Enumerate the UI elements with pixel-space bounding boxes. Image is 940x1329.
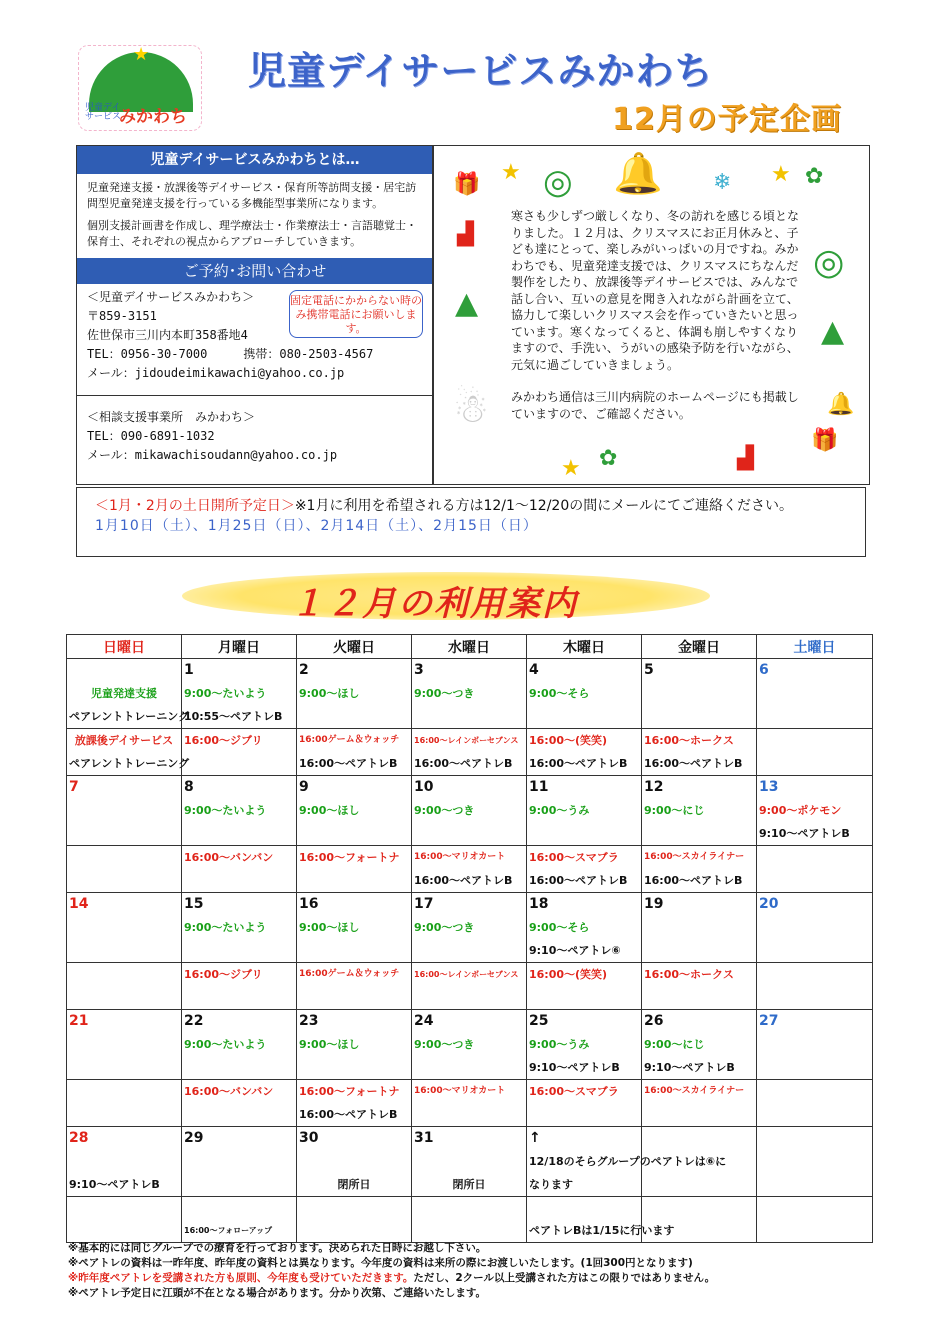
calendar-cell: 9:00～そら xyxy=(527,916,642,939)
calendar-cell: 16:00～レインボーセブンス xyxy=(412,729,527,753)
calendar-date: 4 xyxy=(527,659,642,683)
gift-icon: 🎁 xyxy=(811,428,839,453)
tree-icon: ▲ xyxy=(455,286,479,321)
calendar-cell xyxy=(527,986,642,1009)
calendar-cell: 9:00～そら xyxy=(527,682,642,705)
calendar-cell: 12/18のそらグループのペアトレは⑥に xyxy=(527,1150,642,1173)
weekday-header: 木曜日 xyxy=(527,635,642,659)
date-row xyxy=(67,1126,873,1150)
logo xyxy=(78,45,202,131)
calendar-cell xyxy=(757,1033,873,1056)
calendar-cell xyxy=(757,1103,873,1127)
calendar-cell: 9:00～つき xyxy=(412,682,527,705)
banner-title: １２月の利用案内 xyxy=(290,584,578,624)
calendar-date: 10 xyxy=(412,776,527,800)
calendar-cell xyxy=(757,729,873,753)
calendar-cell: 16:00～ペアトレB xyxy=(297,1103,412,1127)
schedule-row xyxy=(67,1173,873,1197)
schedule-row xyxy=(67,1079,873,1103)
calendar-date: 12 xyxy=(642,776,757,800)
calendar-cell xyxy=(67,986,182,1009)
calendar-date: 20 xyxy=(757,893,873,917)
calendar-cell: 16:00～マリオカート xyxy=(412,846,527,870)
calendar-cell xyxy=(527,1196,642,1219)
schedule-row xyxy=(67,705,873,729)
calendar-date: 21 xyxy=(67,1009,182,1033)
calendar-cell xyxy=(67,1103,182,1127)
page-title: 児童デイサービスみかわち xyxy=(248,49,714,93)
calendar-cell: 16:00～ペアトレB xyxy=(527,752,642,776)
calendar-cell: 16:00～ペアトレB xyxy=(412,752,527,776)
calendar-cell: 9:00～ほし xyxy=(297,682,412,705)
schedule-row xyxy=(67,986,873,1009)
calendar-cell: 9:00～たいよう xyxy=(182,916,297,939)
calendar-cell xyxy=(412,1219,527,1243)
weekend-dates: 1月10日（土）、1月25日（日）、2月14日（土）、2月15日（日） xyxy=(95,518,538,534)
calendar-date: 8 xyxy=(182,776,297,800)
weekday-header: 火曜日 xyxy=(297,635,412,659)
calendar-cell xyxy=(412,986,527,1009)
page-subtitle: 12月の予定企画 xyxy=(612,102,842,137)
calendar-cell xyxy=(297,939,412,963)
calendar-date: 3 xyxy=(412,659,527,683)
holly-icon: ✿ xyxy=(599,446,618,471)
contact2-mail[interactable]: メール：mikawachisoudann@yahoo.co.jp xyxy=(87,448,338,462)
weekday-header: 日曜日 xyxy=(67,635,182,659)
footer-notes xyxy=(68,1241,715,1301)
calendar-cell: 9:00～たいよう xyxy=(182,1033,297,1056)
tree-icon: ▲ xyxy=(821,314,845,349)
calendar-cell xyxy=(642,939,757,963)
calendar-cell xyxy=(642,1173,757,1197)
bell-icon: 🔔 xyxy=(613,151,663,197)
calendar-date: 13 xyxy=(757,776,873,800)
calendar-cell: 9:00～にじ xyxy=(642,1033,757,1056)
calendar-cell xyxy=(297,1219,412,1243)
calendar-cell: 9:00～ほし xyxy=(297,916,412,939)
calendar-cell: 9:10～ペアトレB xyxy=(757,822,873,846)
footer-note: ※ペアトレの資料は一昨年度、昨年度の資料とは異なります。今年度の資料は来所の際にお渡しいたします。(1回300円となります) xyxy=(68,1257,693,1269)
calendar-cell xyxy=(182,1196,297,1219)
calendar-cell xyxy=(642,1196,757,1219)
calendar-cell xyxy=(412,1056,527,1080)
schedule-row xyxy=(67,799,873,822)
calendar-cell xyxy=(67,1219,182,1243)
calendar-cell: 9:10～ペアトレ⑥ xyxy=(527,939,642,963)
schedule-row xyxy=(67,869,873,893)
schedule-row xyxy=(67,822,873,846)
calendar-cell xyxy=(642,916,757,939)
logo-name: みかわち xyxy=(119,107,187,127)
calendar-cell xyxy=(412,1103,527,1127)
calendar-cell xyxy=(297,869,412,893)
calendar-cell xyxy=(642,705,757,729)
calendar-table xyxy=(66,634,873,1243)
calendar-cell xyxy=(297,1196,412,1219)
calendar-cell xyxy=(757,1056,873,1080)
weekday-header: 水曜日 xyxy=(412,635,527,659)
calendar-cell xyxy=(67,799,182,822)
calendar-cell xyxy=(182,986,297,1009)
calendar-cell: 16:00～スマブラ xyxy=(527,1079,642,1103)
greeting-message xyxy=(511,208,807,422)
date-row xyxy=(67,893,873,917)
calendar-cell xyxy=(527,822,642,846)
contact-address: 佐世保市三川内本町358番地4 xyxy=(87,328,248,342)
contact-consult xyxy=(77,396,433,484)
calendar-cell xyxy=(67,939,182,963)
star-icon: ★ xyxy=(771,162,791,187)
calendar-date: 23 xyxy=(297,1009,412,1033)
calendar-date: 19 xyxy=(642,893,757,917)
schedule-row xyxy=(67,916,873,939)
calendar-cell: 9:00～たいよう xyxy=(182,682,297,705)
calendar-cell: 閉所日 xyxy=(412,1173,527,1197)
calendar-date: 2 xyxy=(297,659,412,683)
calendar-cell xyxy=(757,705,873,729)
calendar-cell xyxy=(182,822,297,846)
stocking-icon: ▟ xyxy=(737,446,754,471)
calendar-date: 26 xyxy=(642,1009,757,1033)
date-row xyxy=(67,776,873,800)
footer-note: ※基本的には同じグループでの療育を行っております。決められた日時にお越し下さい。 xyxy=(68,1242,487,1254)
logo-subtext: 児童デイ サービス xyxy=(85,103,122,122)
calendar-cell xyxy=(412,822,527,846)
schedule-row xyxy=(67,729,873,753)
calendar-date: 16 xyxy=(297,893,412,917)
calendar-cell xyxy=(757,963,873,987)
calendar-date: 31 xyxy=(412,1126,527,1150)
calendar-cell xyxy=(67,1056,182,1080)
calendar-date: 1 xyxy=(182,659,297,683)
calendar-cell xyxy=(297,822,412,846)
calendar-cell: 16:00～ペアトレB xyxy=(642,869,757,893)
schedule-row xyxy=(67,682,873,705)
schedule-row xyxy=(67,1150,873,1173)
calendar-cell: ペアレントトレーニング xyxy=(67,752,182,776)
calendar-cell xyxy=(182,1103,297,1127)
weekend-text: ※1月に利用を希望される方は12/1～12/20の間にメールにてご連絡ください。 xyxy=(294,498,793,514)
calendar-date xyxy=(642,1126,757,1150)
calendar-cell xyxy=(297,986,412,1009)
star-icon: ★ xyxy=(501,160,521,185)
schedule-row xyxy=(67,1196,873,1219)
calendar-date: 25 xyxy=(527,1009,642,1033)
about-paragraph-2: 個別支援計画書を作成し、理学療法士・作業療法士・言語聴覚士・保育士、それぞれの視点からアプローチしていきます。 xyxy=(87,219,417,248)
calendar-date: 22 xyxy=(182,1009,297,1033)
schedule-row xyxy=(67,1219,873,1243)
calendar-cell: 16:00～(笑笑) xyxy=(527,729,642,753)
calendar-cell: 9:00～たいよう xyxy=(182,799,297,822)
calendar-cell xyxy=(757,846,873,870)
calendar-cell xyxy=(182,1173,297,1197)
calendar-date: 18 xyxy=(527,893,642,917)
calendar-cell: 16:00～ジブリ xyxy=(182,963,297,987)
calendar-date xyxy=(757,1126,873,1150)
calendar-cell xyxy=(67,1196,182,1219)
calendar-date: 15 xyxy=(182,893,297,917)
footer-note: ※昨年度ペアトレを受講された方も原則、今年度も受けていただきます。ただし、2クール以上受講された方はこの限りではありません。 xyxy=(68,1272,716,1284)
calendar-cell: 9:00～つき xyxy=(412,1033,527,1056)
calendar-cell: 16:00～レインボーセブンス xyxy=(412,963,527,987)
calendar-cell: 9:00～うみ xyxy=(527,799,642,822)
calendar-cell: 16:00～ペアトレB xyxy=(412,869,527,893)
star-icon: ★ xyxy=(561,456,581,481)
calendar-cell xyxy=(757,1196,873,1219)
contact-tel: TEL：0956-30-7000 携帯：080-2503-4567 xyxy=(87,347,374,361)
calendar-date: 14 xyxy=(67,893,182,917)
contact-heading: ご予約･お問い合わせ xyxy=(77,258,433,284)
calendar-date: 5 xyxy=(642,659,757,683)
phone-note: 固定電話にかからない時のみ携帯電話にお願いします。 xyxy=(289,290,423,338)
calendar-cell: 9:10～ペアトレB xyxy=(67,1173,182,1197)
calendar-cell xyxy=(67,963,182,987)
calendar-cell: 16:00～ペアトレB xyxy=(642,752,757,776)
calendar-cell: 9:00～ほし xyxy=(297,1033,412,1056)
calendar-cell: 16:00～(笑笑) xyxy=(527,963,642,987)
weekend-label: ＜1月・2月の土日開所予定日＞ xyxy=(95,498,295,514)
calendar-cell xyxy=(67,916,182,939)
calendar-cell: 16:00～スカイライナー xyxy=(642,846,757,870)
contact2-name: ＜相談支援事業所 みかわち＞ xyxy=(87,410,256,424)
contact-name: ＜児童デイサービスみかわち＞ xyxy=(87,290,255,304)
calendar-cell: 9:00～つき xyxy=(412,799,527,822)
calendar-date: 6 xyxy=(757,659,873,683)
calendar-header xyxy=(67,635,873,659)
calendar-cell xyxy=(67,846,182,870)
calendar-cell: 16:00～フォートナ xyxy=(297,846,412,870)
calendar-cell xyxy=(757,916,873,939)
star-icon: ★ xyxy=(133,44,150,65)
date-row xyxy=(67,1009,873,1033)
calendar-cell: 放課後デイサービス xyxy=(67,729,182,753)
calendar-cell xyxy=(757,986,873,1009)
weekday-header: 土曜日 xyxy=(757,635,873,659)
calendar-cell: ペアトレBは1/15に行います xyxy=(527,1219,642,1243)
calendar-cell xyxy=(757,1079,873,1103)
calendar-date: 9 xyxy=(297,776,412,800)
calendar-cell: 閉所日 xyxy=(297,1173,412,1197)
calendar-banner xyxy=(182,572,710,624)
contact2-tel: TEL：090-6891-1032 xyxy=(87,429,215,443)
calendar-cell xyxy=(642,986,757,1009)
calendar-cell: 16:00～ホークス xyxy=(642,729,757,753)
footer-note: ※ペアトレ予定日に江頭が不在となる場合があります。分かり次第、ご連絡いたします。 xyxy=(68,1287,487,1299)
calendar-cell: 9:10～ペアトレB xyxy=(642,1056,757,1080)
calendar-cell xyxy=(527,705,642,729)
calendar-cell xyxy=(757,682,873,705)
calendar-cell: なります xyxy=(527,1173,642,1197)
calendar-cell xyxy=(67,822,182,846)
calendar-cell xyxy=(642,822,757,846)
calendar-date: 24 xyxy=(412,1009,527,1033)
greeting-note: みかわち通信は三川内病院のホームページにも掲載していますので、ご確認ください。 xyxy=(511,390,799,421)
calendar-date: ↑ xyxy=(527,1126,642,1150)
calendar-cell xyxy=(182,1150,297,1173)
calendar-cell: 16:00～フォローアップ xyxy=(182,1219,297,1243)
calendar-cell xyxy=(182,1056,297,1080)
weekday-header: 金曜日 xyxy=(642,635,757,659)
snowflake-icon: ❄ xyxy=(713,170,732,195)
calendar-date: 30 xyxy=(297,1126,412,1150)
calendar-cell xyxy=(642,682,757,705)
calendar-date: 27 xyxy=(757,1009,873,1033)
calendar-cell: 16:00～スカイライナー xyxy=(642,1079,757,1103)
calendar-cell: 16:00ゲーム＆ウォッチ xyxy=(297,963,412,987)
calendar-cell: 16:00～ホークス xyxy=(642,963,757,987)
calendar-cell: 16:00～ジブリ xyxy=(182,729,297,753)
weekend-notice xyxy=(76,487,866,557)
schedule-row xyxy=(67,1033,873,1056)
contact-dayservice xyxy=(77,284,433,396)
calendar-body xyxy=(67,659,873,1243)
calendar-cell: 9:00～うみ xyxy=(527,1033,642,1056)
calendar-cell xyxy=(67,1079,182,1103)
calendar-cell xyxy=(757,752,873,776)
calendar-cell xyxy=(757,1173,873,1197)
calendar-cell xyxy=(412,705,527,729)
calendar-cell xyxy=(527,1103,642,1127)
calendar-date xyxy=(67,659,182,683)
calendar-cell: 16:00～バンバン xyxy=(182,1079,297,1103)
calendar-date: 29 xyxy=(182,1126,297,1150)
calendar-cell xyxy=(757,1150,873,1173)
calendar-cell xyxy=(182,869,297,893)
date-row xyxy=(67,659,873,683)
schedule-row xyxy=(67,939,873,963)
contact-mail[interactable]: メール：jidoudeimikawachi@yahoo.co.jp xyxy=(87,366,345,380)
calendar-cell: 9:10～ペアトレB xyxy=(527,1056,642,1080)
calendar-cell: 16:00～ペアトレB xyxy=(527,869,642,893)
calendar-cell: 16:00ゲーム＆ウォッチ xyxy=(297,729,412,753)
message-box xyxy=(432,145,870,485)
calendar-cell: 9:00～つき xyxy=(412,916,527,939)
about-heading: 児童デイサービスみかわちとは… xyxy=(77,146,433,174)
calendar-cell: 9:00～ほし xyxy=(297,799,412,822)
about-paragraph-1: 児童発達支援・放課後等デイサービス・保育所等訪問支援・居宅訪問型児童発達支援を行っている多機能型事業所になります。 xyxy=(87,181,417,210)
calendar-cell xyxy=(412,1150,527,1173)
calendar-cell: 児童発達支援 xyxy=(67,682,182,705)
calendar-cell xyxy=(67,1150,182,1173)
calendar-cell: 10:55～ペアトレB xyxy=(182,705,297,729)
weekday-header: 月曜日 xyxy=(182,635,297,659)
schedule-row xyxy=(67,1056,873,1080)
calendar-cell: 16:00～マリオカート xyxy=(412,1079,527,1103)
stocking-icon: ▟ xyxy=(457,222,474,247)
calendar-cell xyxy=(757,869,873,893)
calendar-cell xyxy=(67,869,182,893)
calendar-cell xyxy=(757,939,873,963)
calendar-cell: 16:00～フォートナ xyxy=(297,1079,412,1103)
calendar-cell: 9:00～にじ xyxy=(642,799,757,822)
calendar-cell xyxy=(182,939,297,963)
calendar-cell xyxy=(412,939,527,963)
holly-icon: ✿ xyxy=(805,164,824,189)
calendar-cell xyxy=(297,705,412,729)
gift-icon: 🎁 xyxy=(453,172,481,197)
bell-icon: 🔔 xyxy=(827,392,855,417)
calendar-date: 17 xyxy=(412,893,527,917)
calendar-cell: 16:00～バンバン xyxy=(182,846,297,870)
calendar-date: 11 xyxy=(527,776,642,800)
schedule-row xyxy=(67,963,873,987)
schedule-row xyxy=(67,846,873,870)
calendar-cell: 16:00～ペアトレB xyxy=(297,752,412,776)
calendar-cell xyxy=(412,1196,527,1219)
calendar-date: 28 xyxy=(67,1126,182,1150)
about-box xyxy=(76,145,434,485)
calendar-cell xyxy=(757,1219,873,1243)
schedule-row xyxy=(67,752,873,776)
calendar-cell xyxy=(182,752,297,776)
calendar-cell xyxy=(297,1056,412,1080)
greeting-text: 寒さも少しずつ厳しくなり、冬の訪れを感じる頃となりました。１２月は、クリスマスにお正月休みと、子ども達にとって、楽しみがいっぱいの月ですね。みかわちでも、児童発達支援では、クリスマスにちなんだ製作をしたり、放課後等デイサービスでは、みんなで話し合い、互いの意見を聞き入れながら計画を立て、協力して楽しいクリスマス会を作っていきたいと思っています。寒くなってくると、体調も崩しやすくなりますので、手洗い、うがいの感染予防を行いながら、元気に過ごしていきましょう。 xyxy=(511,209,800,372)
contact-zip: 〒859-3151 xyxy=(87,309,157,323)
calendar-cell xyxy=(642,1103,757,1127)
wreath-icon: ◎ xyxy=(813,242,845,283)
wreath-icon: ◎ xyxy=(543,162,573,202)
calendar-cell: 9:00～ポケモン xyxy=(757,799,873,822)
calendar-cell xyxy=(67,1033,182,1056)
calendar-cell: 16:00～スマブラ xyxy=(527,846,642,870)
snowman-icon: ☃ xyxy=(453,386,489,432)
calendar-cell xyxy=(297,1150,412,1173)
calendar-cell: ペアレントトレーニング xyxy=(67,705,182,729)
calendar-date: 7 xyxy=(67,776,182,800)
schedule-row xyxy=(67,1103,873,1127)
